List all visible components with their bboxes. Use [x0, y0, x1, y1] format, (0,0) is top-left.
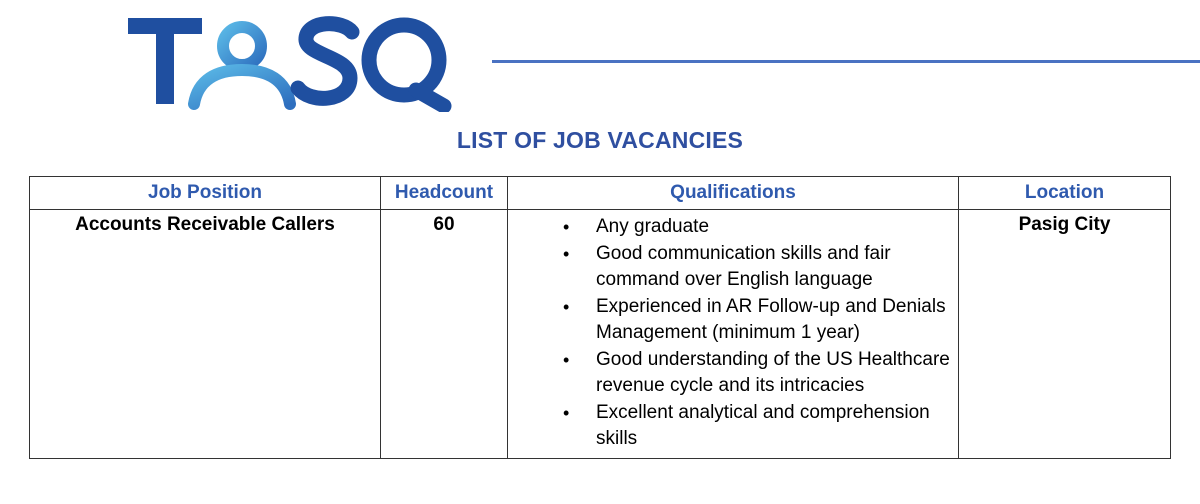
- header-divider: [492, 60, 1200, 63]
- qualification-item: • Excellent analytical and comprehension skills: [528, 400, 952, 453]
- qualification-item: • Experienced in AR Follow-up and Denials Management (minimum 1 year): [528, 294, 952, 347]
- column-header-qualifications: Qualifications: [508, 177, 959, 210]
- job-position-cell: Accounts Receivable Callers: [30, 210, 381, 459]
- table-row: [30, 210, 1171, 459]
- vacancies-table: [29, 176, 1171, 459]
- qualifications-cell: [508, 210, 959, 459]
- company-logo: [126, 12, 456, 112]
- location-cell: Pasig City: [959, 210, 1171, 459]
- qualification-item: • Good communication skills and fair command over English language: [528, 241, 952, 294]
- headcount-cell: 60: [381, 210, 508, 459]
- qualification-item: • Good understanding of the US Healthcare revenue cycle and its intricacies: [528, 347, 952, 400]
- page-title: LIST OF JOB VACANCIES: [456, 127, 744, 153]
- qualification-item: • Any graduate: [528, 214, 952, 241]
- table-header-row: [30, 177, 1171, 210]
- column-header-headcount: Headcount: [381, 177, 508, 210]
- column-header-job-position: Job Position: [30, 177, 381, 210]
- qualifications-list: [514, 214, 952, 453]
- column-header-location: Location: [959, 177, 1171, 210]
